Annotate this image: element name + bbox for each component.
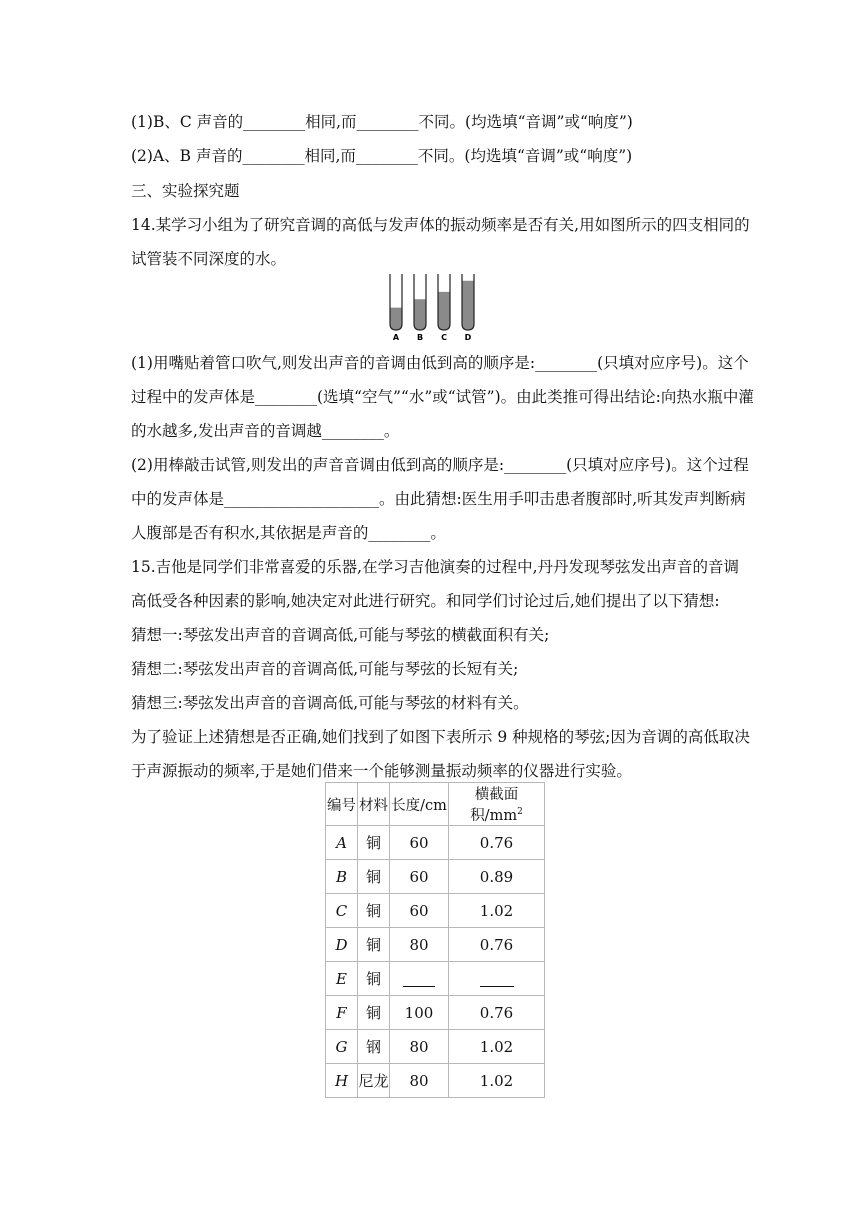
q14-part2-line3: 人腹部是否有积水,其依据是声音的________。 (131, 524, 446, 542)
q15-guess2: 猜想二:琴弦发出声音的音调高低,可能与琴弦的长短有关; (131, 660, 519, 678)
answer-blank (403, 972, 435, 987)
cell-area: 0.89 (449, 860, 545, 894)
test-tube-d (462, 274, 474, 342)
table-body (326, 826, 545, 1098)
header-area-exponent: 2 (517, 807, 523, 818)
q15-stem-line2: 高低受各种因素的影响,她决定对此进行研究。和同学们讨论过后,她们提出了以下猜想: (131, 592, 720, 610)
q14-part1-line2: 过程中的发声体是________(选填“空气”“水”或“试管”)。由此类推可得出结论:向热水瓶中灌 (131, 388, 754, 406)
test-tube-a (390, 274, 402, 342)
string-spec-table (325, 782, 545, 1098)
table-row (326, 1030, 545, 1064)
test-tube-c (438, 274, 450, 342)
water-level (414, 299, 426, 330)
cell-material: 铜 (358, 826, 390, 860)
cell-id: E (326, 962, 358, 996)
cell-id: B (326, 860, 358, 894)
q15-stem-line1: 15.吉他是同学们非常喜爱的乐器,在学习吉他演奏的过程中,丹丹发现琴弦发出声音的音调 (131, 558, 740, 576)
q14-part2-line2: 中的发声体是____________________。由此猜想:医生用手叩击患者腹部时,听其发声判断病 (131, 490, 746, 508)
answer-blank (480, 972, 514, 987)
tube-label: C (441, 333, 447, 342)
cell-length: 80 (390, 1030, 449, 1064)
cell-length: 60 (390, 826, 449, 860)
cell-material: 钢 (358, 1030, 390, 1064)
section-heading: 三、实验探究题 (131, 182, 240, 200)
cell-material: 铜 (358, 996, 390, 1030)
q13-part2: (2)A、B 声音的________相同,而________不同。(均选填“音调”或“响度”) (131, 147, 633, 165)
cell-area: 0.76 (449, 826, 545, 860)
cell-area: 1.02 (449, 1030, 545, 1064)
table-row (326, 996, 545, 1030)
q15-guess1: 猜想一:琴弦发出声音的音调高低,可能与琴弦的横截面积有关; (131, 626, 550, 644)
tube-label: D (464, 333, 472, 342)
cell-material: 铜 (358, 860, 390, 894)
water-level (462, 281, 474, 330)
cell-length (390, 962, 449, 996)
table-row (326, 826, 545, 860)
tube-label: A (392, 333, 400, 342)
cell-id: H (326, 1064, 358, 1098)
header-length: 长度/cm (390, 783, 449, 826)
cell-id: G (326, 1030, 358, 1064)
cell-area (449, 962, 545, 996)
tube-label: B (416, 333, 424, 342)
cell-id: C (326, 894, 358, 928)
cell-material: 尼龙 (358, 1064, 390, 1098)
cell-material: 铜 (358, 962, 390, 996)
header-material: 材料 (358, 783, 390, 826)
q14-part1-line3: 的水越多,发出声音的音调越________。 (131, 422, 400, 440)
cell-material: 铜 (358, 894, 390, 928)
table-row (326, 860, 545, 894)
table-row (326, 962, 545, 996)
table-row (326, 1064, 545, 1098)
cell-id: F (326, 996, 358, 1030)
cell-area: 0.76 (449, 996, 545, 1030)
cell-id: D (326, 928, 358, 962)
q14-stem-line2: 试管装不同深度的水。 (131, 250, 287, 268)
header-area-text: 横截面积/mm (470, 787, 519, 824)
cell-length: 60 (390, 894, 449, 928)
header-area (449, 783, 545, 826)
cell-length: 80 (390, 928, 449, 962)
cell-length: 60 (390, 860, 449, 894)
test-tube-b (414, 274, 426, 342)
table-row (326, 894, 545, 928)
q15-verify-line2: 于声源振动的频率,于是她们借来一个能够测量振动频率的仪器进行实验。 (131, 762, 632, 780)
cell-length: 100 (390, 996, 449, 1030)
cell-id: A (326, 826, 358, 860)
cell-area: 0.76 (449, 928, 545, 962)
header-id: 编号 (326, 783, 358, 826)
table-header-row (326, 783, 545, 826)
cell-area: 1.02 (449, 894, 545, 928)
test-tubes-figure (386, 272, 478, 342)
cell-length: 80 (390, 1064, 449, 1098)
q15-guess3: 猜想三:琴弦发出声音的音调高低,可能与琴弦的材料有关。 (131, 694, 529, 712)
q14-part1-line1: (1)用嘴贴着管口吹气,则发出声音的音调由低到高的顺序是:________(只填对应序号)。这个 (131, 354, 749, 372)
cell-material: 铜 (358, 928, 390, 962)
water-level (438, 292, 450, 330)
table-row (326, 928, 545, 962)
q14-part2-line1: (2)用棒敲击试管,则发出的声音音调由低到高的顺序是:________(只填对应序号)。这个过程 (131, 456, 749, 474)
water-level (390, 308, 402, 330)
q13-part1: (1)B、C 声音的________相同,而________不同。(均选填“音调”或“响度”) (131, 113, 633, 131)
q15-verify-line1: 为了验证上述猜想是否正确,她们找到了如图下表所示 9 种规格的琴弦;因为音调的高低取决 (131, 728, 750, 746)
q14-stem-line1: 14.某学习小组为了研究音调的高低与发声体的振动频率是否有关,用如图所示的四支相同的 (131, 216, 750, 234)
cell-area: 1.02 (449, 1064, 545, 1098)
